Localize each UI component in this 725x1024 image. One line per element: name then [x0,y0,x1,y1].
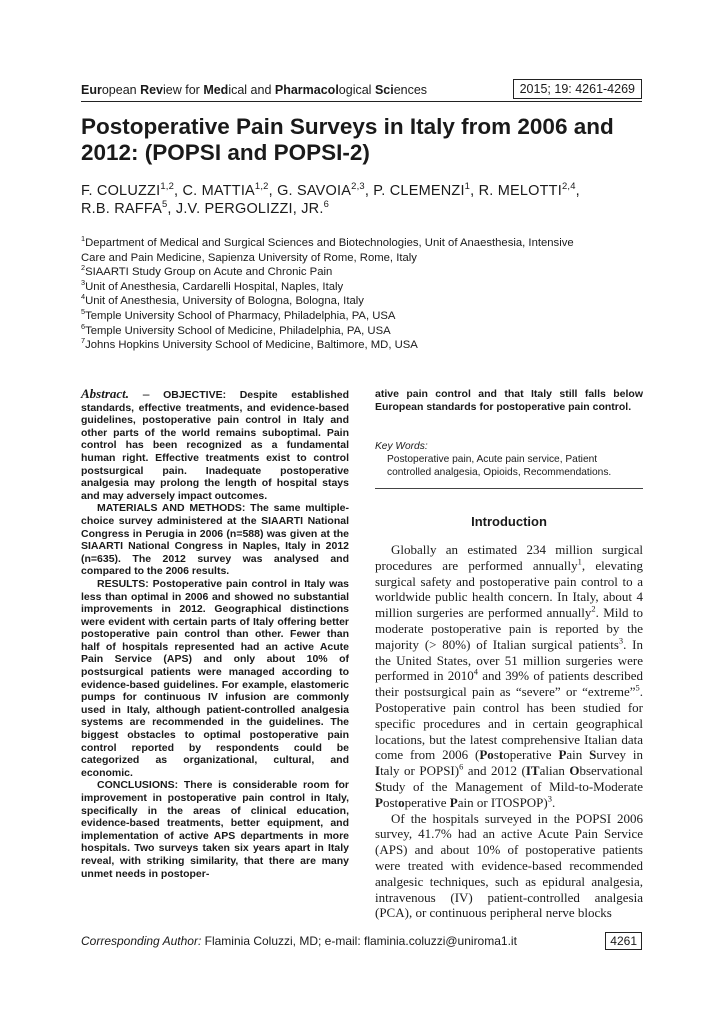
abstract-continued: ative pain control and that Italy still falls below European standards for postoperative pain control. [375,388,643,413]
author-name: F. COLUZZI$^{1,2}$ [81,180,175,199]
section-heading: Introduction [471,514,547,529]
author-name: J.V. PERGOLIZZI, JR.$^6$ [175,198,330,217]
affiliation-item: $^7$Johns Hopkins University School of Medicine, Baltimore, MD, USA [81,336,418,352]
popsi-expansion: Postoperative Pain Survey in Italy or POPSI) [375,747,643,779]
journal-citation: 2015; 19: 4261-4269 [513,79,642,99]
affiliation-item: $^2$SIAARTI Study Group on Acute and Chronic Pain [81,263,333,279]
journal-name: European Review for Medical and Pharmacological Sciences [81,83,428,97]
author-list: F. COLUZZI$^{1,2}$, C. MATTIA$^{1,2}$, G. SAVOIA$^{2,3}$, P. CLEMENZI$^1$, R. MELOTTI$^{2,4}$, R.B. RAFFA$^5$, J.V. PERGOLIZZI, JR.$^6$ [81,180,580,217]
objective-text: Despite established standards, effective treatments, and evidence-based guidelines, postoperative pain control in Italy and other parts of the world remains suboptimal. Pain control has been recognized as a fundamental human right. Effective treatments exist to control postsurgical pain. Inadequate postoperative analgesia may prolong the length of hospital stays and may adversely impact outcomes. [81,389,349,502]
methods-label: MATERIALS AND METHODS: [97,502,246,515]
affiliation-item: $^1$Department of Medical and Surgical Sciences and Biotechnologies, Unit of Anaesthesia, Intensive [81,234,574,249]
corresponding-author-label: Corresponding Author: [81,934,202,948]
intro-paragraph: Of the hospitals surveyed in the POPSI 2006 survey, 41.7% had an active Acute Pain Service (APS) and about 10% of postoperative patients were treated with evidence-based recommended analgesic techniques, such as epidural analgesia, intravenous (IV) patient-controlled analgesia (PCA), or continuous peripheral nerve blocks [375,810,643,921]
author-name: C. MATTIA$^{1,2}$ [182,180,269,199]
conclusions-label: CONCLUSIONS: [97,779,179,792]
abstract-label: Abstract. – [81,386,150,401]
results-label: RESULTS: [97,577,149,590]
journal-header [81,79,642,101]
affiliation-item: $^5$Temple University School of Pharmacy, Philadelphia, PA, USA [81,307,396,322]
affiliation-item: $^4$Unit of Anesthesia, University of Bologna, Bologna, Italy [81,292,364,308]
keywords-label: Key Words: [375,441,428,452]
keywords-divider [375,488,643,489]
page-number: 4261 [605,932,642,950]
conclusions-text: There is considerable room for improvement in postoperative pain control in Italy, specifically in the areas of clinical education, evidence-based treatments, better equipment, and implementation of active APS departments in more hospitals. Two surveys taken six years apart in Italy reveal, with striking similarity, that there are many unmet needs in postoper- [81,779,350,880]
intro-paragraph: Globally an estimated 234 million surgical procedures are performed annually$^1$, elevating surgical safety and postoperative pain control to a worldwide public health concern. In Italy, about 4 million surgeries are performed annually$^2$. Mild to moderate postoperative pain is reported by the majority (> 80%) of Italian surgical patients$^3$. In the United States, over 51 million surgeries were performed in 2010$^4$ and 39% of patients described their postsurgical pain as “severe” or “extreme”$^5$. Postoperative pain control has been studied for specific procedures and in certain geographical locations, but the latest comprehensive Italian data come from 2006 (Postoperative Pain Survey in Italy or POPSI)$^6$ and 2012 (ITalian Observational Study of the Management of Mild-to-Moderate Postoperative Pain or ITOSPOP)$^3$. [375,542,644,810]
results-text: Postoperative pain control in Italy was less than optimal in 2006 and showed no substantial improvements in 2012. Geographical distinctions were evident with certain parts of Italy offering better postoperative pain control than other. Fewer than half of hospitals represented had an active Acute Pain Service (APS) and only about 10% of postsurgical patients were managed according to evidence-based guidelines. For example, elastomeric pumps for continuous IV infusion are commonly used in Italy, although patient-controlled analgesia systems are recommended in the guidelines. The biggest obstacles to optimal postoperative pain control reported by respondents could be categorized as organizational, cultural, and economic. [81,577,349,779]
keywords-text: Postoperative pain, Acute pain service, Patient controlled analgesia, Opioids, Recommendations. [387,454,612,478]
author-name: R.B. RAFFA$^5$ [81,198,168,217]
methods-text: The same multiple-choice survey administered at the SIAARTI National Congress in Perugia in 2006 (n=588) was given at the SIAARTI National Congress in Naples, Italy in 2012 (n=635). The 2012 survey was analysed and compared to the 2006 results. [81,502,349,578]
abstract [81,388,349,880]
author-name: G. SAVOIA$^{2,3}$ [277,180,365,199]
itospop-expansion: ITalian Observational Study of the Management of Mild-to-Moderate Postoperative Pain or ITOSPOP) [375,763,644,810]
affiliation-list [81,236,651,353]
introduction-body [375,542,643,921]
keywords [375,440,643,479]
header-divider [81,101,642,102]
affiliation-item-continued: Care and Pain Medicine, Sapienza University of Rome, Rome, Italy [81,251,417,264]
author-name: P. CLEMENZI$^1$ [373,180,471,199]
affiliation-item: $^3$Unit of Anesthesia, Cardarelli Hospital, Naples, Italy [81,278,344,293]
footer [81,932,642,952]
article-title: Postoperative Pain Surveys in Italy from 2006 and 2012: (POPSI and POPSI-2) [81,114,614,165]
affiliation-item: $^6$Temple University School of Medicine, Philadelphia, PA, USA [81,321,391,337]
objective-label: OBJECTIVE: [163,389,227,401]
author-name: R. MELOTTI$^{2,4}$ [478,180,576,199]
corresponding-author-text: Flaminia Coluzzi, MD; e-mail: flaminia.coluzzi@uniroma1.it [204,934,517,948]
corresponding-author [81,934,517,948]
